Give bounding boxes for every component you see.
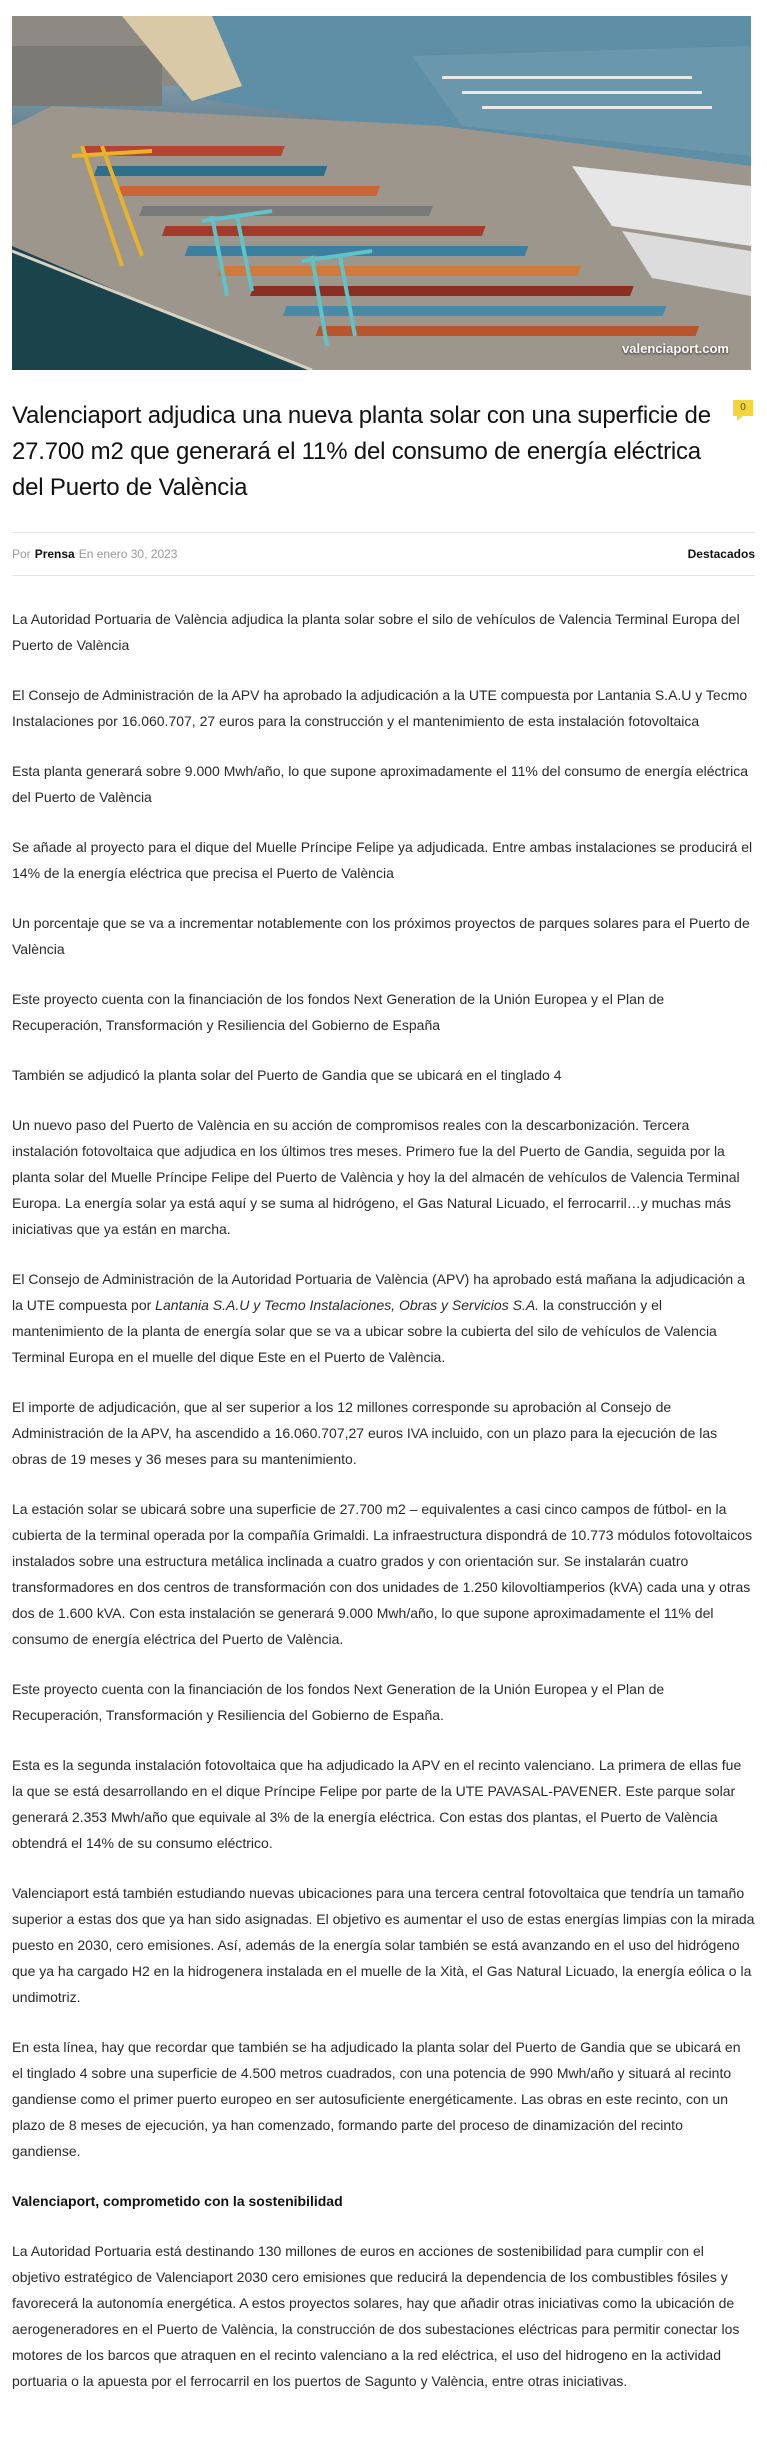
image-watermark: valenciaport.com <box>622 341 729 356</box>
paragraph: El importe de adjudicación, que al ser superior a los 12 millones corresponde su aprobación al Consejo de Administración de la APV, ha ascendido a 16.060.707,27 euros IVA incluido, con un plazo para la ejecución de las obras de 19 meses y 36 meses para su mantenimiento. <box>12 1399 718 1467</box>
paragraph: La estación solar se ubicará sobre una superficie de 27.700 m2 – equivalentes a casi cinco campos de fútbol- en la cubierta de la terminal operada por la compañía Grimaldi. La infraestructura dispondrá de 10.773 módulos fotovoltaicos instalados sobre una estructura metálica inclinada a cuatro grados y con orientación sur. Se instalarán cuatro transformadores en dos centros de transformación con dos unidades de 1.250 kilovoltiamperios (kVA) cada una y otras dos de 1.600 kVA. Con esta instalación se generará 9.000 Mwh/año, lo que supone aproximadamente el 11% del consumo de energía eléctrica del Puerto de València. <box>12 1501 753 1647</box>
port-aerial-illustration <box>12 16 751 370</box>
paragraph: La Autoridad Portuaria está destinando 130 millones de euros en acciones de sostenibilidad para cumplir con el objetivo estratégico de Valenciaport 2030 cero emisiones que reducirá la dependencia de los combustibles fósiles y favorecerá la autonomía energética. A estos proyectos solares, hay que añadir otras iniciativas como la ubicación de aerogeneradores en el Puerto de València, la construcción de dos subestaciones eléctricas para permitir conectar los motores de los barcos que atraquen en el recinto valenciano a la red eléctrica, el uso del hidrogeno en la actividad portuaria o la apuesta por el ferrocarril en los puertos de Sagunto y València, entre otras iniciativas. <box>12 2243 740 2389</box>
article-header <box>12 370 755 506</box>
paragraph: Se añade al proyecto para el dique del Muelle Príncipe Felipe ya adjudicada. Entre ambas instalaciones se producirá el 14% de la energía eléctrica que precisa el Puerto de València <box>12 839 753 881</box>
publish-date: En enero 30, 2023 <box>78 547 178 561</box>
article-meta <box>12 532 755 576</box>
paragraph <box>12 1266 755 1370</box>
by-label: Por <box>12 547 31 561</box>
byline <box>12 547 177 561</box>
paragraph: Valenciaport está también estudiando nuevas ubicaciones para una tercera central fotovoltaica que tendría un tamaño superior a estas dos que ya han sido asignadas. El objetivo es aumentar el uso de estas energías limpias con la mirada puesto en 2030, cero emisiones. Así, además de la energía solar también se está avanzando en el uso del hidrógeno que ya ha cargado H2 en la hidrogenera instalada en el muelle de la Xità, el Gas Natural Licuado, la energía eólica o la undimotriz. <box>12 1885 755 2005</box>
article-title: Valenciaport adjudica una nueva planta solar con una superficie de 27.700 m2 que generará el 11% del consumo de energía eléctrica del Puerto de València <box>12 402 711 501</box>
paragraph: Esta es la segunda instalación fotovoltaica que ha adjudicado la APV en el recinto valenciano. La primera de ellas fue la que se está desarrollando en el dique Príncipe Felipe por parte de la UTE PAVASAL-PAVENER. Este parque solar generará 2.353 Mwh/año que equivale al 3% de la energía eléctrica. Con estas dos plantas, el Puerto de València obtendrá el 14% de su consumo eléctrico. <box>12 1757 742 1851</box>
category-link[interactable]: Destacados <box>687 547 755 561</box>
paragraph: Un porcentaje que se va a incrementar notablemente con los próximos proyectos de parques solares para el Puerto de València <box>12 915 750 957</box>
company-names: Lantania S.A.U y Tecmo Instalaciones, Obras y Servicios S.A. <box>155 1297 540 1313</box>
paragraph: Esta planta generará sobre 9.000 Mwh/año, lo que supone aproximadamente el 11% del consumo de energía eléctrica del Puerto de València <box>12 763 748 805</box>
paragraph: Este proyecto cuenta con la financiación de los fondos Next Generation de la Unión Europea y el Plan de Recuperación, Transformación y Resiliencia del Gobierno de España <box>12 991 665 1033</box>
paragraph: En esta línea, hay que recordar que también se ha adjudicado la planta solar del Puerto de Gandia que se ubicará en el tinglado 4 sobre una superficie de 4.500 metros cuadrados, con una potencia de 990 Mwh/año y situará al recinto gandiense como el primer puerto europeo en ser autosuficiente energéticamente. Las obras en este recinto, con un plazo de 8 meses de ejecución, ya han comenzado, formando parte del proceso de dinamización del recinto gandiense. <box>12 2039 741 2159</box>
paragraph-text: la construcción y el mantenimiento de la planta de energía solar que se va a ubicar sobre la cubierta del silo de vehículos de Valencia Terminal Europa en el muelle del dique Este en el Puerto de València. <box>12 1297 717 1365</box>
article-body <box>12 576 755 2448</box>
paragraph: La Autoridad Portuaria de València adjudica la planta solar sobre el silo de vehículos de Valencia Terminal Europa del Puerto de València <box>12 611 740 653</box>
hero-image <box>12 16 751 370</box>
paragraph: Este proyecto cuenta con la financiación de los fondos Next Generation de la Unión Europea y el Plan de Recuperación, Transformación y Resiliencia del Gobierno de España. <box>12 1681 665 1723</box>
paragraph: El Consejo de Administración de la APV ha aprobado la adjudicación a la UTE compuesta por Lantania S.A.U y Tecmo Instalaciones por 16.060.707, 27 euros para la construcción y el mantenimiento de esta instalación fotovoltaica <box>12 687 748 729</box>
paragraph: También se adjudicó la planta solar del Puerto de Gandia que se ubicará en el tinglado 4 <box>12 1067 562 1083</box>
paragraph-text: El Consejo de Administración de la Autoridad Portuaria de València (APV) ha aprobado está mañana la adjudicación a la UTE compuesta por <box>12 1271 745 1313</box>
paragraph: Un nuevo paso del Puerto de València en su acción de compromisos reales con la descarbonización. Tercera instalación fotovoltaica que adjudica en los últimos tres meses. Primero fue la del Puerto de Gandia, seguida por la planta solar del Muelle Príncipe Felipe del Puerto de València y hoy la del almacén de vehículos de Valencia Terminal Europa. La energía solar ya está aquí y se suma al hidrógeno, el Gas Natural Licuado, el ferrocarril…y muchas más iniciativas que ya están en marcha. <box>12 1117 740 1237</box>
section-subheading: Valenciaport, comprometido con la sostenibilidad <box>12 2193 343 2209</box>
author-link[interactable]: Prensa <box>34 547 75 561</box>
comment-count-badge[interactable]: 0 <box>733 400 753 416</box>
